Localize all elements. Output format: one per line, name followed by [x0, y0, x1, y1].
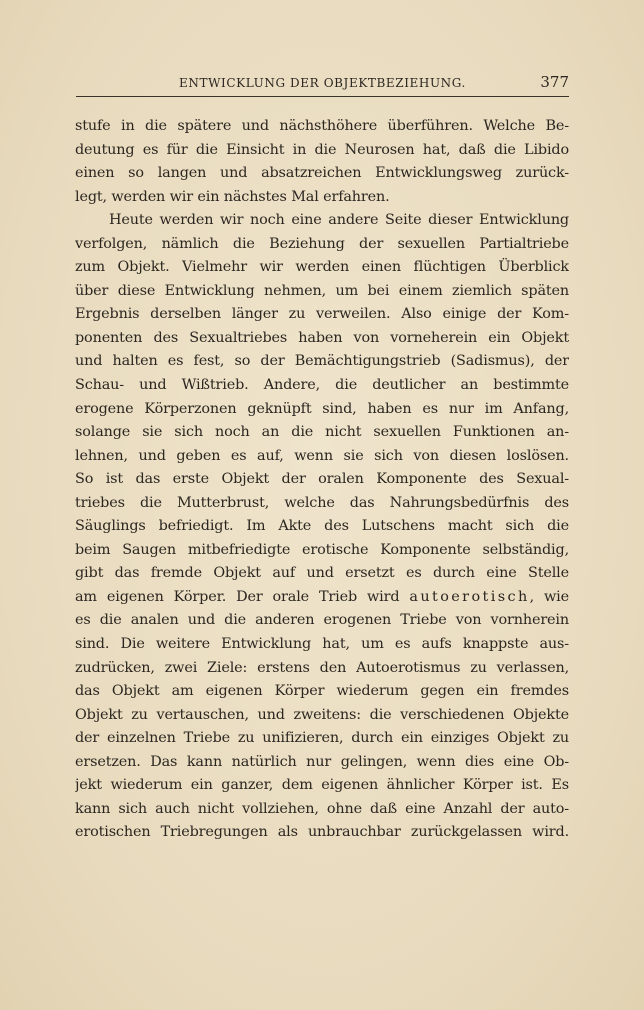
text-line: deutung es für die Einsicht in die Neurosen hat, daß die Libido — [75, 141, 569, 158]
text-line: der einzelnen Triebe zu unifizieren, durch ein einziges Objekt zu — [75, 730, 569, 747]
text-line — [75, 586, 569, 610]
text-segment: , wie — [529, 588, 569, 605]
text-line: jekt wiederum ein ganzer, dem eigenen ähnlicher Körper ist. Es — [75, 777, 569, 794]
text-line: erogene Körperzonen geknüpft sind, haben es nur im Anfang, — [75, 400, 569, 417]
text-line: Ergebnis derselben länger zu verweilen. Also einige der Kom- — [75, 306, 569, 323]
page-number: 377 — [540, 73, 569, 91]
emphasized-word: autoerotisch — [409, 588, 530, 605]
text-line: kann sich auch nicht vollziehen, ohne daß eine Anzahl der auto- — [75, 800, 569, 817]
text-line: über diese Entwicklung nehmen, um bei einem ziemlich späten — [75, 282, 569, 299]
text-line: und halten es fest, so der Bemächtigungstrieb (Sadismus), der — [75, 353, 569, 370]
text-segment: am eigenen Körper. Der orale Trieb wird — [75, 588, 410, 605]
text-line: triebes die Mutterbrust, welche das Nahrungsbedürfnis des — [75, 494, 569, 511]
text-line: gibt das fremde Objekt auf und ersetzt es durch eine Stelle — [75, 565, 569, 582]
text-line: zudrücken, zwei Ziele: erstens den Autoerotismus zu verlassen, — [75, 659, 569, 676]
text-line: erotischen Triebregungen als unbrauchbar zurückgelassen wird. — [75, 824, 569, 841]
text-line: Säuglings befriedigt. Im Akte des Lutschens macht sich die — [75, 518, 569, 535]
text-line: Schau- und Wißtrieb. Andere, die deutlicher an bestimmte — [75, 377, 569, 394]
text-line: legt, werden wir ein nächstes Mal erfahren. — [75, 188, 390, 205]
text-line: solange sie sich noch an die nicht sexuellen Funktionen an- — [75, 424, 569, 441]
body-text — [75, 115, 569, 845]
text-line: So ist das erste Objekt der oralen Komponente des Sexual- — [75, 471, 569, 488]
text-line: ponenten des Sexualtriebes haben von vorneherein ein Objekt — [75, 329, 569, 346]
page-header — [76, 74, 569, 97]
text-line: verfolgen, nämlich die Beziehung der sexuellen Partialtriebe — [75, 235, 569, 252]
text-line: einen so langen und absatzreichen Entwicklungsweg zurück- — [75, 165, 569, 182]
text-line: ersetzen. Das kann natürlich nur gelingen, wenn dies eine Ob- — [75, 753, 569, 770]
running-head: ENTWICKLUNG DER OBJEKTBEZIEHUNG. — [179, 76, 466, 90]
text-line: beim Saugen mitbefriedigte erotische Komponente selbständig, — [75, 541, 569, 558]
text-line: stufe in die spätere und nächsthöhere überführen. Welche Be- — [75, 118, 569, 134]
text-line: das Objekt am eigenen Körper wiederum gegen ein fremdes — [75, 683, 569, 700]
text-line: Heute werden wir noch eine andere Seite dieser Entwicklung — [109, 212, 569, 229]
text-line: Objekt zu vertauschen, und zweitens: die verschiedenen Objekte — [75, 706, 569, 723]
text-line: zum Objekt. Vielmehr wir werden einen flüchtigen Überblick — [75, 259, 569, 276]
text-line: es die analen und die anderen erogenen Triebe von vornherein — [75, 612, 569, 629]
text-line: lehnen, und geben es auf, wenn sie sich von diesen loslösen. — [75, 447, 569, 464]
text-line: sind. Die weitere Entwicklung hat, um es aufs knappste aus- — [75, 636, 569, 653]
